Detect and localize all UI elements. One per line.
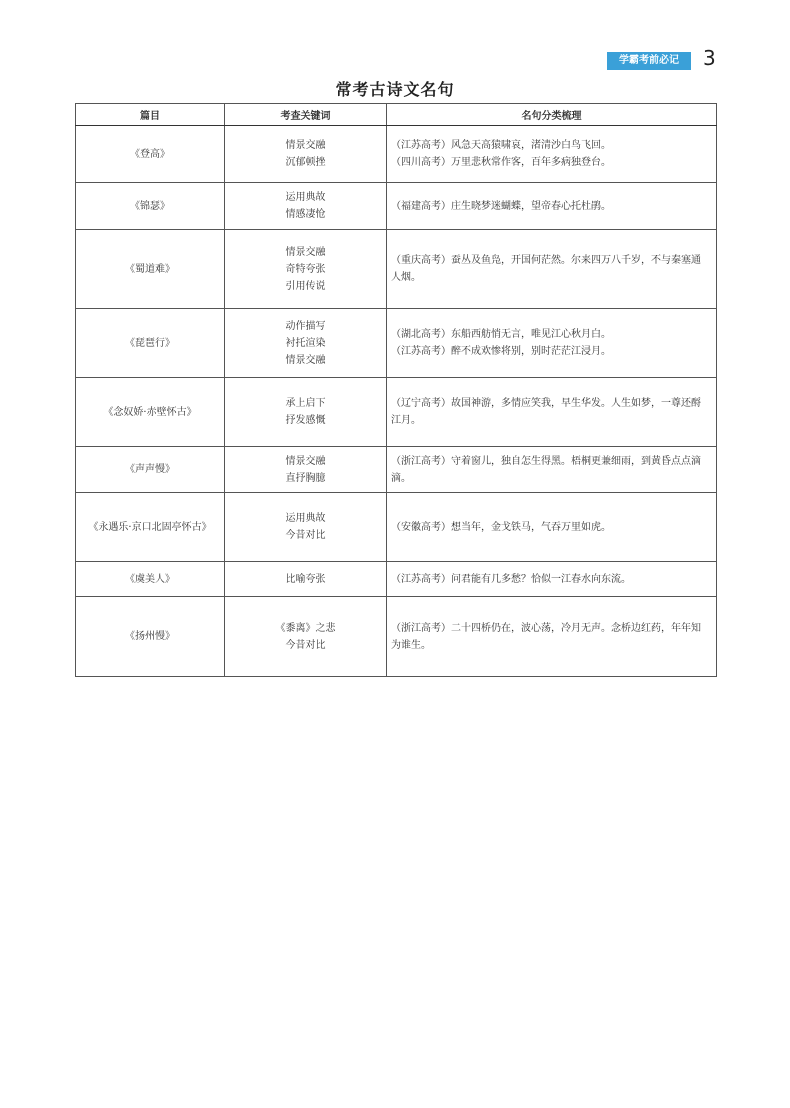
quotes-cell — [387, 230, 717, 309]
keyword: 今昔对比 — [285, 639, 326, 651]
quotes-cell — [387, 378, 717, 447]
quote: （江苏高考）醉不成欢惨将别，别时茫茫江浸月。 — [391, 346, 611, 357]
table-row — [76, 493, 717, 562]
keyword: 奇特夸张 — [285, 263, 326, 275]
poem-title: 《登高》 — [76, 126, 225, 183]
header-badge: 学霸考前必记 — [607, 52, 691, 70]
quote: （江苏高考）问君能有几多愁？恰似一江春水向东流。 — [391, 573, 631, 585]
keyword: 直抒胸臆 — [285, 472, 326, 484]
quote: （湖北高考）东船西舫悄无言，唯见江心秋月白。 — [391, 329, 611, 340]
keywords-cell — [225, 493, 387, 562]
page-number: 3 — [703, 46, 716, 70]
keywords-cell — [225, 309, 387, 378]
quotes-cell — [387, 597, 717, 677]
column-header-quotes: 名句分类梳理 — [387, 104, 717, 126]
quotes-cell — [387, 309, 717, 378]
keyword: 情景交融 — [285, 354, 326, 366]
keyword: 动作描写 — [285, 320, 326, 332]
quote: （江苏高考）风急天高猿啸哀，渚清沙白鸟飞回。 — [391, 140, 611, 151]
quote: （安徽高考）想当年，金戈铁马，气吞万里如虎。 — [391, 521, 611, 533]
quote: （四川高考）万里悲秋常作客，百年多病独登台。 — [391, 157, 611, 168]
poems-table — [75, 103, 717, 677]
keyword: 引用传说 — [285, 280, 326, 292]
keyword: 今昔对比 — [285, 530, 326, 541]
column-header-title: 篇目 — [76, 104, 225, 126]
poem-title: 《念奴娇·赤壁怀古》 — [76, 378, 225, 447]
poem-title: 《锦瑟》 — [76, 183, 225, 230]
keyword: 抒发感慨 — [285, 415, 326, 426]
keywords-cell — [225, 230, 387, 309]
keywords-cell — [225, 126, 387, 183]
keyword: 情景交融 — [285, 140, 326, 151]
poem-title: 《虞美人》 — [76, 562, 225, 597]
keywords-cell — [225, 597, 387, 677]
page-title: 常考古诗文名句 — [335, 80, 455, 99]
keyword: 《黍离》之悲 — [275, 622, 336, 634]
table-row — [76, 447, 717, 493]
keywords-cell — [225, 378, 387, 447]
table-row — [76, 378, 717, 447]
keyword: 承上启下 — [285, 398, 326, 409]
poem-title: 《蜀道难》 — [76, 230, 225, 309]
quote: （浙江高考）守着窗儿，独自怎生得黑。梧桐更兼细雨，到黄昏点点滴滴。 — [391, 455, 701, 484]
table-row — [76, 183, 717, 230]
keyword: 运用典故 — [285, 192, 326, 203]
poem-title: 《声声慢》 — [76, 447, 225, 493]
keywords-cell — [225, 562, 387, 597]
quotes-cell — [387, 126, 717, 183]
column-header-keywords: 考查关键词 — [225, 104, 387, 126]
quote: （辽宁高考）故国神游，多情应笑我，早生华发。人生如梦，一尊还酹江月。 — [391, 398, 701, 426]
quotes-cell — [387, 183, 717, 230]
quote: （浙江高考）二十四桥仍在，波心荡，冷月无声。念桥边红药，年年知为谁生。 — [391, 622, 701, 651]
quote: （重庆高考）蚕丛及鱼凫，开国何茫然。尔来四万八千岁，不与秦塞通人烟。 — [391, 255, 701, 283]
keyword: 沉郁顿挫 — [285, 157, 326, 168]
quotes-cell — [387, 562, 717, 597]
quote: （福建高考）庄生晓梦迷蝴蝶，望帝春心托杜鹃。 — [391, 200, 611, 212]
keyword: 运用典故 — [285, 513, 326, 524]
keywords-cell — [225, 183, 387, 230]
keywords-cell — [225, 447, 387, 493]
table-row — [76, 126, 717, 183]
table-header-row — [76, 104, 717, 126]
keyword: 情景交融 — [285, 455, 326, 467]
table-row — [76, 309, 717, 378]
poem-title: 《琵琶行》 — [76, 309, 225, 378]
quotes-cell — [387, 447, 717, 493]
table-row — [76, 597, 717, 677]
keyword: 情感凄怆 — [285, 209, 326, 220]
poem-title: 《永遇乐·京口北固亭怀古》 — [76, 493, 225, 562]
table-row — [76, 562, 717, 597]
table-row — [76, 230, 717, 309]
poem-title: 《扬州慢》 — [76, 597, 225, 677]
keyword: 衬托渲染 — [285, 337, 326, 349]
keyword: 比喻夸张 — [285, 573, 326, 585]
keyword: 情景交融 — [285, 246, 326, 258]
quotes-cell — [387, 493, 717, 562]
